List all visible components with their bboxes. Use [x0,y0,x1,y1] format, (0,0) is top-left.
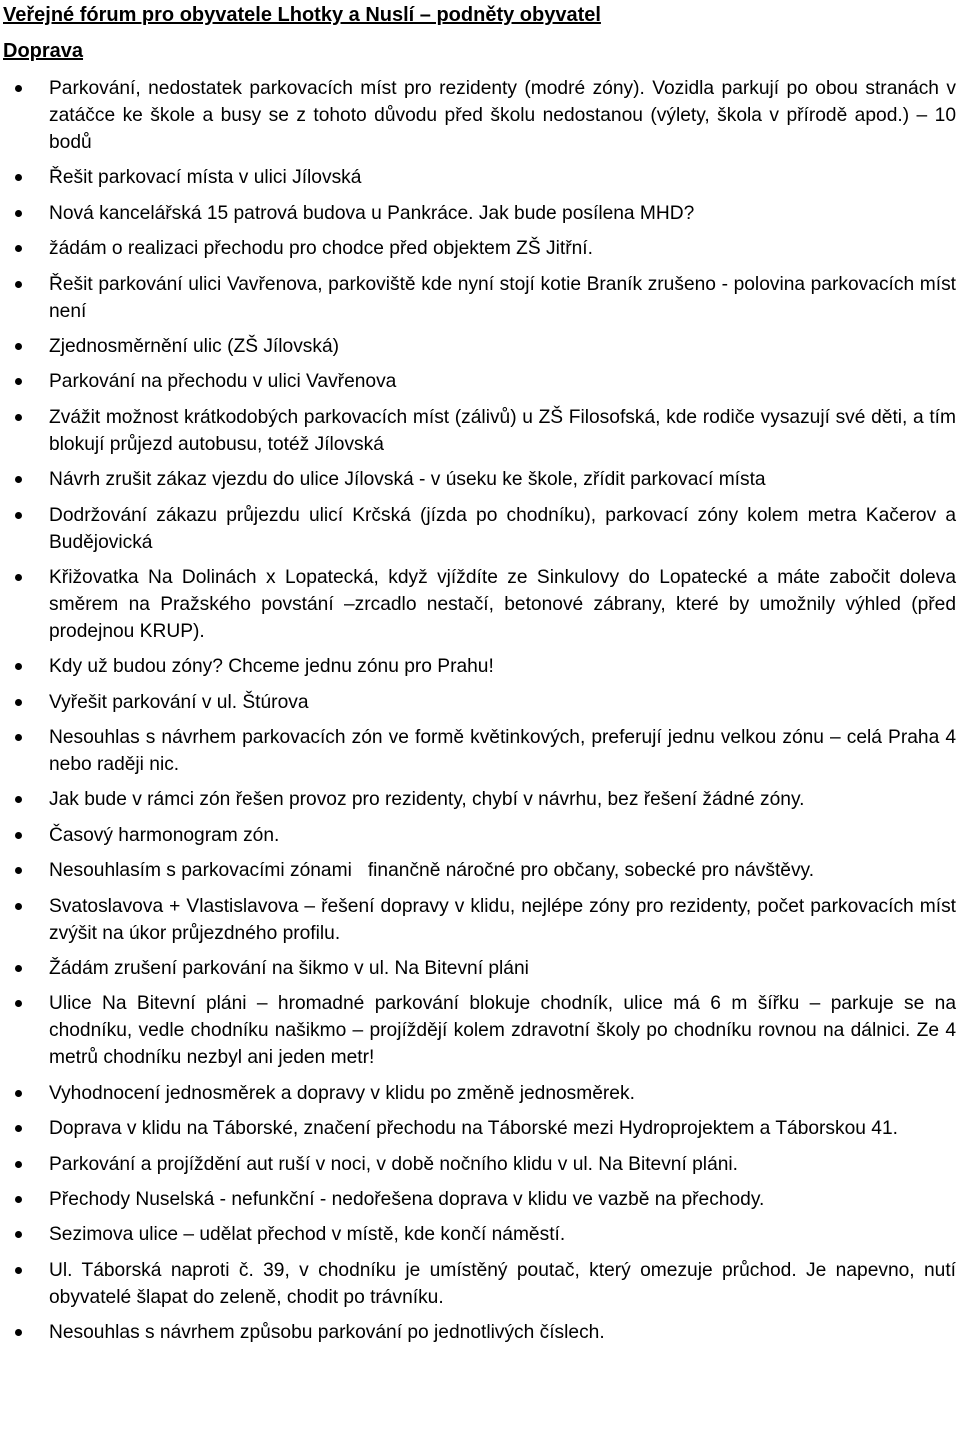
bullet-icon [15,476,22,483]
list-item-text: Časový harmonogram zón. [49,824,280,846]
list-item-text: Nesouhlasím s parkovacími zónami finančně náročné pro občany, sobecké pro návštěvy. [49,860,815,882]
list-item-text: Nesouhlas s návrhem způsobu parkování po jednotlivých číslech. [49,1322,605,1344]
list-item [0,1080,960,1107]
list-item-text: Návrh zrušit zákaz vjezdu do ulice Jílovská - v úseku ke škole, zřídit parkovací místa [49,469,766,491]
bullet-icon [15,1090,22,1097]
bullet-icon [15,281,22,288]
list-item [0,200,960,227]
list-item [0,271,960,325]
list-item [0,990,960,1071]
list-item-text: Nová kancelářská 15 patrová budova u Pankráce. Jak bude posílena MHD? [49,202,695,224]
list-item-text: Řešit parkování ulici Vavřenova, parkoviště kde nyní stojí kotie Braník zrušeno - polovina parkovacích míst není [49,273,956,322]
list-item-text: Parkování a projíždění aut ruší v noci, v době nočního klidu v ul. Na Bitevní pláni. [49,1153,739,1175]
list-item [0,564,960,645]
bullet-icon [15,1231,22,1238]
list-item-text: Kdy už budou zóny? Chceme jednu zónu pro Prahu! [49,656,494,678]
bullet-icon [15,245,22,252]
list-item-text: Zvážit možnost krátkodobých parkovacích míst (zálivů) u ZŠ Filosofská, kde rodiče vysazují své děti, a tím blokují průjezd autobusu, totéž Jílovská [49,406,956,455]
feedback-list [0,75,960,1355]
bullet-icon [15,1125,22,1132]
list-item [0,368,960,395]
list-item [0,1221,960,1248]
bullet-icon [15,1267,22,1274]
list-item [0,724,960,778]
list-item-text: Žádám zrušení parkování na šikmo v ul. Na Bitevní pláni [49,958,529,980]
list-item-text: Nesouhlas s návrhem parkovacích zón ve formě květinkových, preferují jednu velkou zónu – celá Praha 4 nebo raději nic. [49,727,956,776]
list-item-text: Zjednosměrnění ulic (ZŠ Jílovská) [49,335,340,357]
bullet-icon [15,867,22,874]
list-item-text: Svatoslavova + Vlastislavova – řešení dopravy v klidu, nejlépe zóny pro rezidenty, počet parkovacích míst zvýšit na úkor průjezdného profilu. [49,895,956,944]
list-item [0,235,960,262]
list-item-text: Vyhodnocení jednosměrek a dopravy v klidu po změně jednosměrek. [49,1082,635,1104]
bullet-icon [15,414,22,421]
list-item-text: Parkování na přechodu v ulici Vavřenova [49,371,397,393]
list-item-text: Křižovatka Na Dolinách x Lopatecká, když vjíždíte ze Sinkulovy do Lopatecké a máte zabočit doleva směrem na Pražského povstání –zrcadlo nestačí, betonové zábrany, které by umožnily výhled (před prodejnou KRUP). [49,566,956,642]
bullet-icon [15,174,22,181]
list-item [0,1257,960,1311]
bullet-icon [15,210,22,217]
list-item-text: žádám o realizaci přechodu pro chodce před objektem ZŠ Jitřní. [49,238,593,260]
list-item [0,466,960,493]
list-item [0,75,960,156]
list-item-text: Parkování, nedostatek parkovacích míst pro rezidenty (modré zóny). Vozidla parkují po obou stranách v zatáčce ke škole a busy se z tohoto důvodu před školu nedostanou (výlety, škola v přírodě apod.) – 10 bodů [49,78,956,153]
list-item-text: Jak bude v rámci zón řešen provoz pro rezidenty, chybí v návrhu, bez řešení žádné zóny. [49,789,805,811]
list-item [0,404,960,458]
bullet-icon [15,663,22,670]
list-item-text: Řešit parkovací místa v ulici Jílovská [49,167,362,189]
list-item [0,786,960,813]
bullet-icon [15,1196,22,1203]
bullet-icon [15,512,22,519]
bullet-icon [15,85,22,92]
list-item-text: Ul. Táborská naproti č. 39, v chodníku je umístěný poutač, který omezuje průchod. Je napevno, nutí obyvatelé šlapat do zeleně, chodit po trávníku. [49,1259,956,1308]
list-item-text: Dodržování zákazu průjezdu ulicí Krčská (jízda po chodníku), parkovací zóny kolem metra Kačerov a Budějovická [49,504,956,553]
bullet-icon [15,1000,22,1007]
list-item [0,955,960,982]
list-item-text: Doprava v klidu na Táborské, značení přechodu na Táborské mezi Hydroprojektem a Táborskou 41. [49,1118,898,1140]
list-item-text: Přechody Nuselská - nefunkční - nedořešena doprava v klidu ve vazbě na přechody. [49,1188,765,1210]
document-title: Veřejné fórum pro obyvatele Lhotky a Nuslí – podněty obyvatel [3,4,601,26]
list-item [0,893,960,947]
bullet-icon [15,1161,22,1168]
bullet-icon [15,734,22,741]
list-item [0,1115,960,1142]
bullet-icon [15,1329,22,1336]
list-item [0,164,960,191]
list-item [0,1151,960,1178]
list-item-text: Sezimova ulice – udělat přechod v místě, kde končí náměstí. [49,1224,566,1246]
list-item [0,653,960,680]
section-heading-doprava: Doprava [3,40,84,62]
bullet-icon [15,832,22,839]
bullet-icon [15,903,22,910]
list-item [0,1186,960,1213]
list-item [0,822,960,849]
bullet-icon [15,378,22,385]
list-item-text: Ulice Na Bitevní pláni – hromadné parkování blokuje chodník, ulice má 6 m šířku – parkuje se na chodníku, vedle chodníku našikmo – projíždějí kolem zdravotní školy po chodníku rovnou na dálnici. Ze 4 metrů chodníku nezbyl ani jeden metr! [49,993,956,1069]
bullet-icon [15,343,22,350]
bullet-icon [15,965,22,972]
list-item [0,333,960,360]
list-item [0,502,960,556]
bullet-icon [15,796,22,803]
list-item [0,1319,960,1346]
bullet-icon [15,699,22,706]
list-item [0,689,960,716]
bullet-icon [15,574,22,581]
list-item-text: Vyřešit parkování v ul. Štúrova [49,691,309,713]
list-item [0,857,960,884]
